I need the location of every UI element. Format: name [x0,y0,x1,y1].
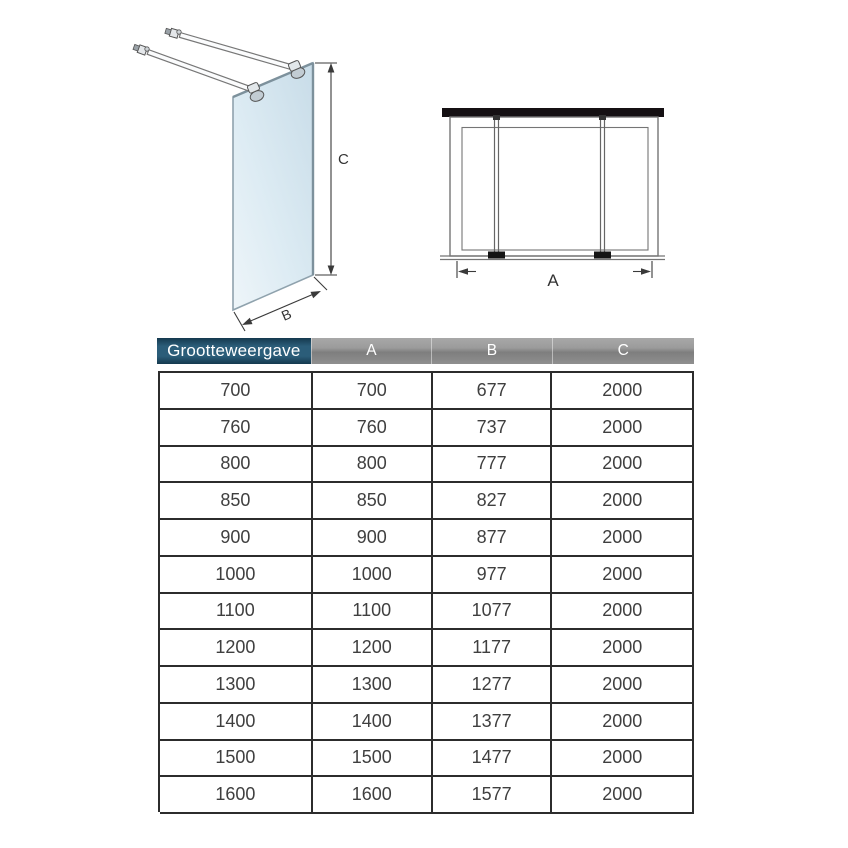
table-cell: 877 [433,520,553,557]
table-cell: 850 [160,483,313,520]
table-cell: 1500 [160,741,313,778]
table-cell: 800 [313,447,433,484]
size-table-header [157,338,694,364]
table-cell: 1477 [433,741,553,778]
table-cell: 900 [313,520,433,557]
table-cell: 1300 [313,667,433,704]
table-cell: 700 [313,373,433,410]
bar-top-connector [493,115,500,120]
table-cell: 677 [433,373,553,410]
glass-outline [450,117,658,256]
arrowhead-right [311,291,322,298]
table-cell: 2000 [552,594,694,631]
glass-panel [233,63,313,310]
dim-label-c: C [338,151,349,168]
table-cell: 1600 [160,777,313,814]
arrowhead-right [641,268,651,275]
table-cell: 900 [160,520,313,557]
table-cell: 1100 [160,594,313,631]
header-cell-a: A [311,338,432,364]
table-cell: 977 [433,557,553,594]
header-cell-b: B [431,338,551,364]
table-cell: 800 [160,447,313,484]
bottom-bracket [594,252,611,259]
header-cell-c: C [552,338,694,364]
table-cell: 1077 [433,594,553,631]
table-cell: 2000 [552,557,694,594]
table-cell: 2000 [552,704,694,741]
front-view-diagram [420,82,680,294]
table-cell: 2000 [552,777,694,814]
header-cell-size: Grootteweergave [157,338,311,364]
table-cell: 2000 [552,483,694,520]
table-cell: 1277 [433,667,553,704]
size-table-body [158,371,694,812]
glass-inner-outline [462,128,648,251]
table-cell: 777 [433,447,553,484]
table-cell: 2000 [552,630,694,667]
table-cell: 760 [160,410,313,447]
dim-label-b: B [278,305,294,324]
wall-anchor-pin [177,30,181,34]
table-cell: 2000 [552,667,694,704]
table-cell: 1600 [313,777,433,814]
support-bars-front-view [495,117,605,253]
support-bar-rear [164,27,306,80]
dim-label-a: A [547,271,559,290]
arrowhead-up [328,63,335,73]
table-cell: 2000 [552,373,694,410]
table-cell: 1500 [313,741,433,778]
table-cell: 850 [313,483,433,520]
arrowhead-left [458,268,468,275]
arrowhead-down [328,266,335,276]
table-cell: 1400 [313,704,433,741]
table-cell: 1000 [313,557,433,594]
arrowhead-left [242,318,253,325]
table-cell: 2000 [552,520,694,557]
table-cell: 700 [160,373,313,410]
table-cell: 1000 [160,557,313,594]
side-view-diagram [95,12,380,337]
table-cell: 737 [433,410,553,447]
table-cell: 1377 [433,704,553,741]
table-cell: 1400 [160,704,313,741]
table-cell: 2000 [552,410,694,447]
table-cell: 1577 [433,777,553,814]
dimension-c [315,63,337,275]
table-cell: 1177 [433,630,553,667]
wall-profile-bar [442,108,664,117]
table-cell: 760 [313,410,433,447]
table-cell: 2000 [552,447,694,484]
table-cell: 827 [433,483,553,520]
bottom-bracket [488,252,505,259]
table-cell: 1200 [313,630,433,667]
table-cell: 1300 [160,667,313,704]
bar-top-connector [599,115,606,120]
table-cell: 2000 [552,741,694,778]
table-cell: 1100 [313,594,433,631]
wall-anchor-pin [145,47,149,51]
table-cell: 1200 [160,630,313,667]
